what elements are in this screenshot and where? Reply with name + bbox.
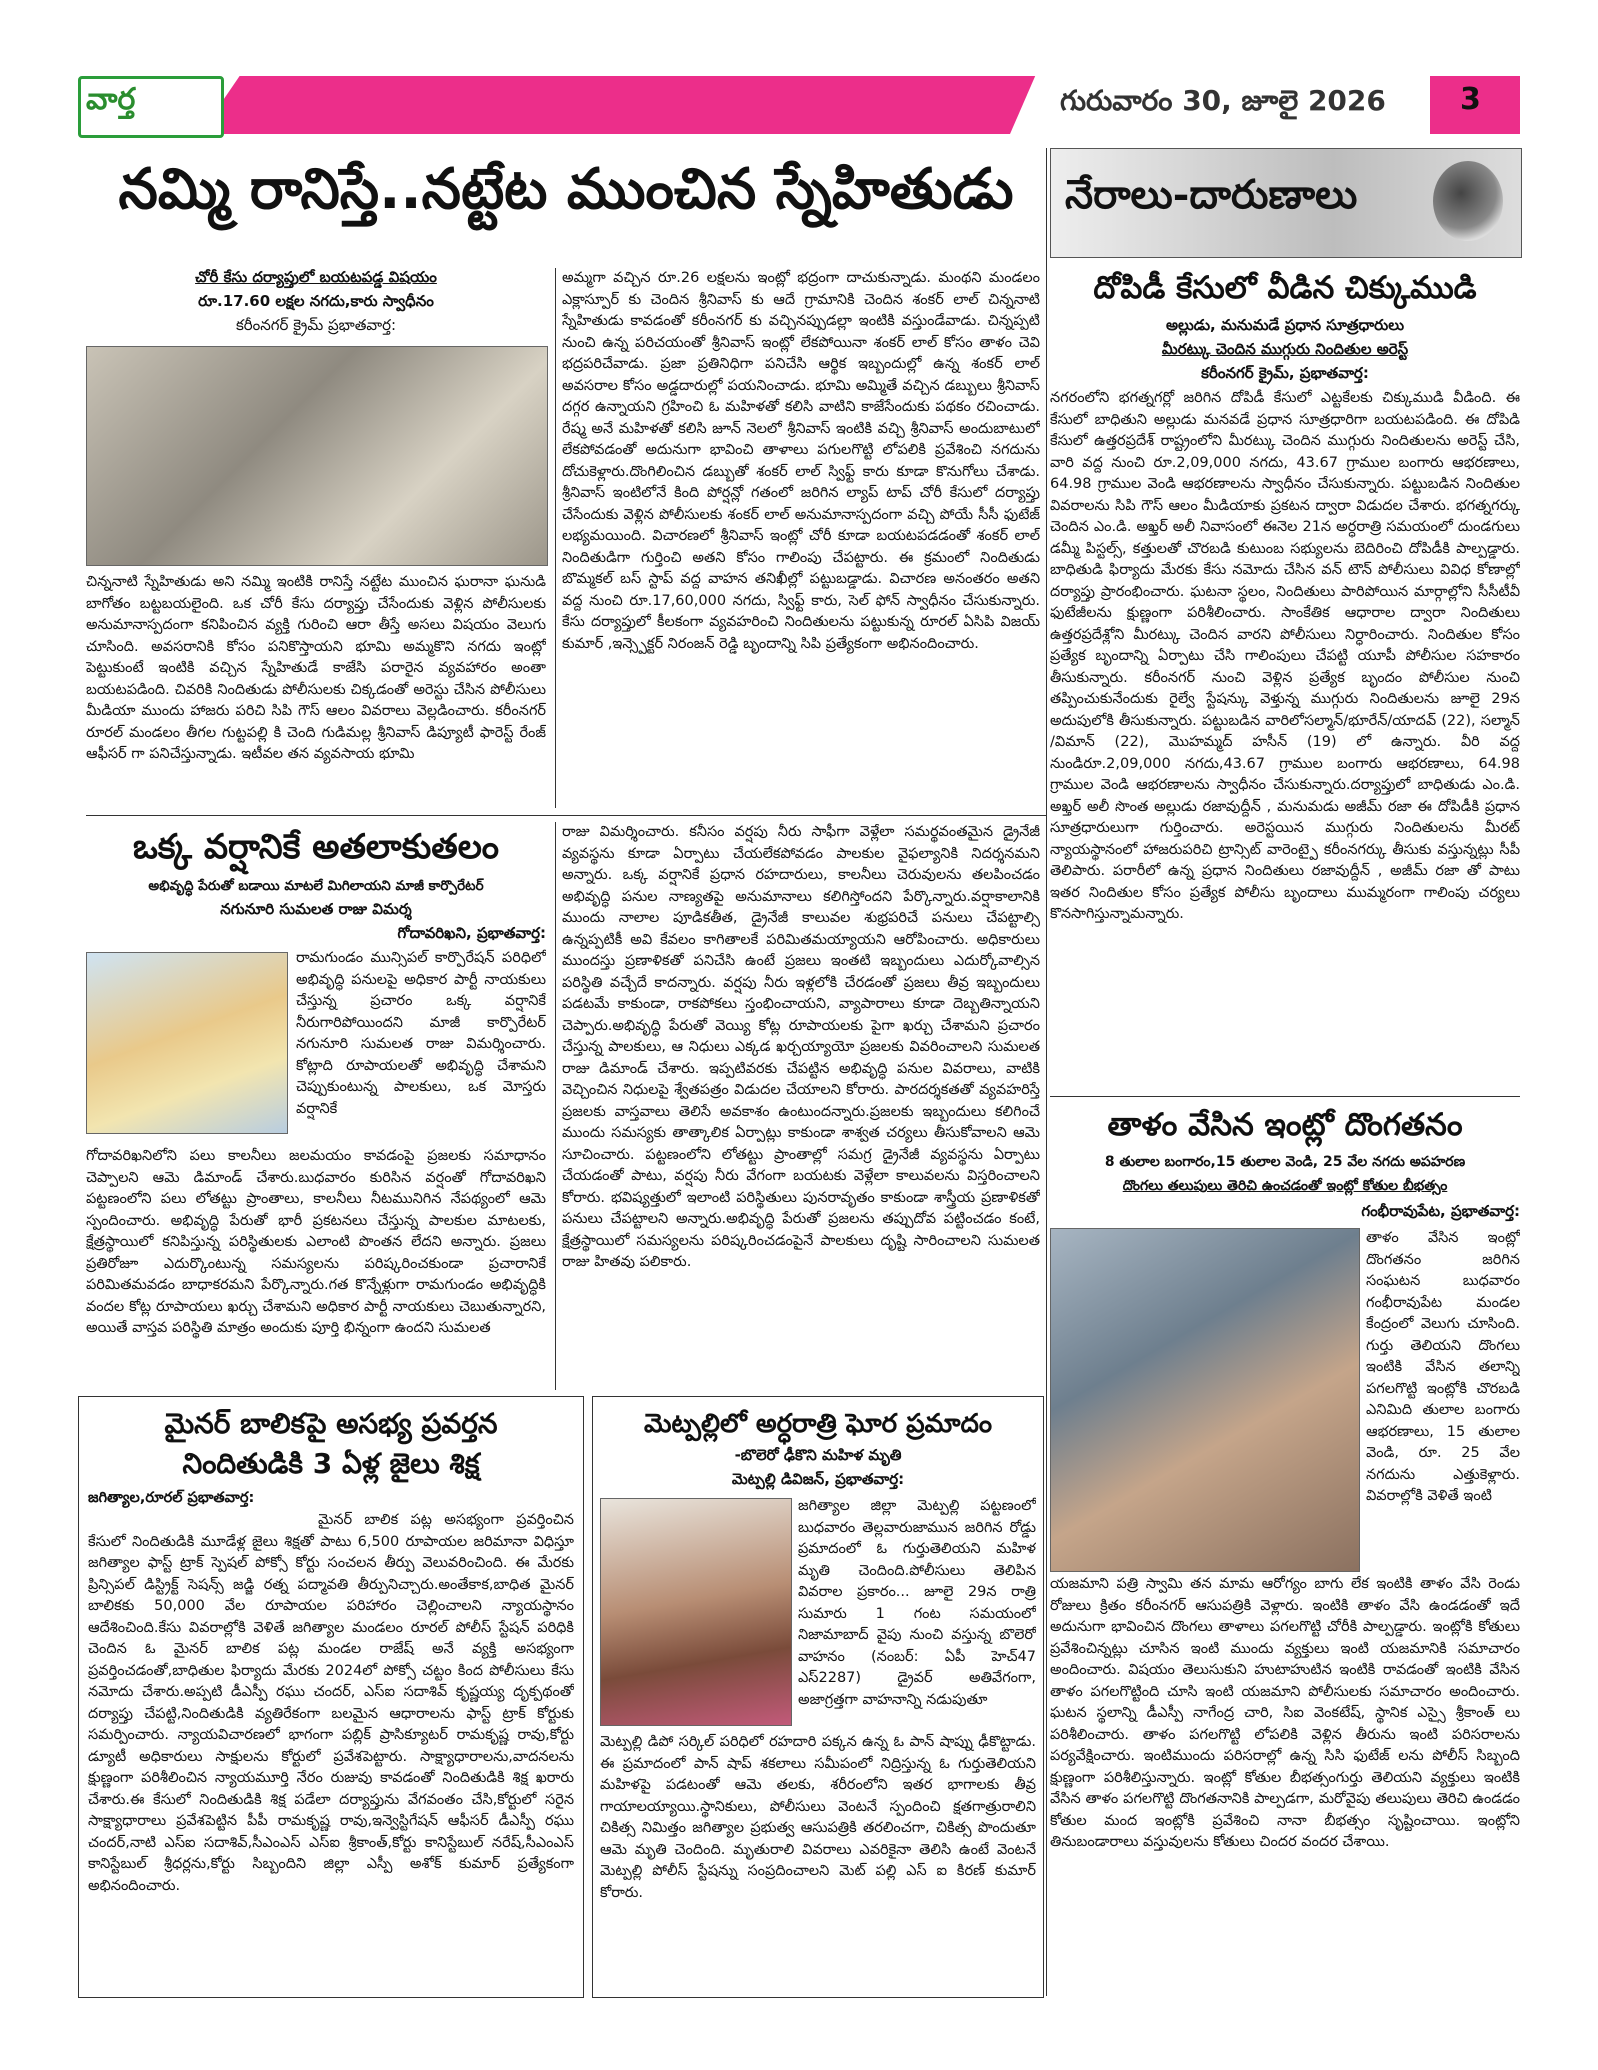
column-rule <box>1046 148 1047 1996</box>
theft-kicker-1: 8 తులాల బంగారం,15 తులాల వెండి, 25 వేల నగదు అపహరణ <box>1104 1154 1466 1170</box>
newspaper-logo: వార్త <box>86 82 136 117</box>
robbery-dateline: కరీంనగర్ క్రైమ్, ప్రభాతవార్త: <box>1201 364 1369 382</box>
accident-kicker: -బొలెరో ఢీకొని మహిళ మృతి <box>734 1446 902 1464</box>
crime-banner-title: నేరాలు-దారుణాలు <box>1065 171 1358 218</box>
minor-headline-1: మైనర్ బాలికపై అసభ్య ప్రవర్తన <box>164 1407 498 1440</box>
corporator-photo <box>86 952 288 1134</box>
minor-headline-2: నిందితుడికి 3 ఏళ్ల జైలు శిక్ష <box>182 1447 480 1480</box>
column-rule <box>555 268 556 808</box>
robbery-headline: దోపిడీ కేసులో వీడిన చిక్కుముడి <box>1093 270 1477 306</box>
corporator-dateline: గోదావరిఖని, ప్రభాతవార్త: <box>397 924 546 942</box>
accident-dateline: మెట్పల్లి డివిజన్, ప్రభాతవార్త: <box>731 1470 905 1488</box>
theft-kicker-2: దొంగలు తలుపులు తెరిచి ఉంచడంతో ఇంట్లో కోతుల బీభత్సం <box>1122 1178 1448 1194</box>
main-kicker-2: రూ.17.60 లక్షల నగదు,కారు స్వాధీనం <box>198 292 434 310</box>
crime-banner <box>1050 148 1522 258</box>
theft-headline: తాళం వేసిన ఇంట్లో దొంగతనం <box>1107 1107 1463 1143</box>
theft-dateline: గంభీరావుపేట, ప్రభాతవార్త: <box>1361 1202 1520 1220</box>
main-headline: నమ్మి రానిస్తే..నట్టేట ముంచిన స్నేహితుడు <box>118 157 1014 222</box>
theft-body: యజమాని పత్రి స్వామి తన మామ ఆరోగ్యం బాగు లేక ఇంటికి తాళం వేసి రెండు రోజులు క్రితం కరీంనగర్ ఆసుపత్రికి వెళ్లారు. ఇంటికి తాళం వేసి ఉండడంతో ఇదే అదునుగా భావించిన దొంగలు తాళాలు పగలగొట్టి చోరీకి పాల్పడ్డారు. ఇంట్లోకి కోతులు ప్రవేశించిన్నట్లు చూసిన ఇంటి ముందు వ్యక్తులు ఇంటి యజమానికి సమాచారం అందించారు. విషయం తెలుసుకుని హుటాహుటిన ఇంటికి రావడంతో ఇంటికి వేసిన తాళం పగలగొట్టింది చూసి ఇంటి యజమాని పోలీసులకు సమాచారం అందించారు. ఘటన స్థలాన్ని డీఎస్పీ నాగేంద్ర చారి, సిఐ వెంకటేష్, స్థానిక ఎస్సై శ్రీకాంత్ లు పరిశీలించారు. తాళం పగలగొట్టి లోపలికి వెళ్లిన తీరును ఇంటి పరిసరాలను పర్యవేక్షించారు. ఇంటిముందు పరిసరాల్లో ఉన్న సిసి ఫుటేజ్ లను పోలీస్ సిబ్బంది క్షుణ్ణంగా పరిశీలిస్తున్నారు. ఇంట్లో కోతుల బీభత్సంగుర్తు తెలియని వ్యక్తులు ఇంటికి వేసిన తాళం పగలగొట్టి దొంగతనానికి పాల్పడగా, మరోవైపు తలుపులు తెరిచి ఉండడం కోతుల మంద ఇంట్లోకి ప్రవేశించి నానా బీభత్సం సృష్టించాయి. ఇంట్లోని తినుబండారాలు వస్తువులను కోతులు చిందర వందర చేశాయి. <box>1050 1576 1520 1850</box>
section-rule <box>1050 1096 1520 1097</box>
accident-headline: మెట్పల్లిలో అర్ధరాత్రి ఘోర ప్రమాదం <box>643 1409 993 1439</box>
handcuffs-image <box>1433 161 1503 241</box>
main-story-col1: చిన్ననాటి స్నేహితుడు అని నమ్మి ఇంటికి రానిస్తే నట్టేట ముంచిన ఘరానా ఘనుడి బాగోతం బట్టబయలైంది. ఒక చోరీ కేసు దర్యాప్తు చేసేందుకు వెళ్లిన పోలీసులకు అనుమానాస్పదంగా కనిపించిన వ్యక్తి గురించి ఆరా తీస్తే అసలు విషయం వెలుగు చూసింది. అవసరానికి కోసం పనికొస్తాయని భూమి అమ్మకొని నగదు ఇంట్లో పెట్టుకుంటే ఇంటికి వచ్చిన స్నేహితుడే కాజేసి పరారైన వ్యవహారం అంతా బయటపడింది. చివరికి నిందితుడు పోలీసులకు చిక్కడంతో అరెస్టు చేసిన పోలీసులు మీడియా ముందు హాజరు పరిచి సిపి గౌస్ ఆలం వివరాలు వెల్లడించారు. కరీంనగర్ రూరల్ మండలం తీగల గుట్టపల్లి కి చెంది గుడిమల్ల శ్రీనివాస్ డిప్యూటీ ఫారెస్ట్ రేంజ్ ఆఫీసర్ గా పనిచేస్తున్నాడు. ఇటీవల తన వ్యవసాయ భూమి <box>86 574 546 762</box>
issue-date: గురువారం 30, జూలై 2026 <box>1060 84 1386 117</box>
police-press-photo <box>86 346 548 566</box>
minor-body: మైనర్ బాలిక పట్ల అసభ్యంగా ప్రవర్తించిన కేసులో నిందితుడికి మూడేళ్ల జైలు శిక్షతో పాటు 6,500 రూపాయల జరిమానా విధిస్తూ జగిత్యాల ఫాస్ట్ ట్రాక్ స్పెషల్ పోక్సో కోర్టు సంచలన తీర్పు వెలువరించింది. ఈ మేరకు ప్రిన్సిపల్ డిస్ట్రిక్ట్ సెషన్స్ జడ్జి రత్న పద్మావతి తీర్పునిచ్చారు.అంతేకాక,బాధిత మైనర్ బాలికకు 50,000 వేల రూపాయల పరిహారం చెల్లించాలని న్యాయస్థానం ఆదేశించింది.కేసు వివరాల్లోకి వెళితే జగిత్యాల మండలం రూరల్ పోలీస్ స్టేషన్ పరిధికి చెందిన ఓ మైనర్ బాలిక పట్ల మండల రాజేష్ అనే వ్యక్తి అసభ్యంగా ప్రవర్తించడంతో,బాధితుల ఫిర్యాదు మేరకు 2024లో పోక్సో చట్టం కింద పోలీసులు కేసు నమోదు చేశారు.అప్పటి డీఎస్పీ రఘు చందర్, ఎస్ఐ సదాశివ్ కృష్ణయ్య దృక్పథంతో దర్యాప్తు చేపట్టి,నిందితుడికి వ్యతిరేకంగా బలమైన ఆధారాలను ఫాస్ట్ ట్రాక్ కోర్టుకు సమర్పించారు. న్యాయవిచారణలో భాగంగా పబ్లిక్ ప్రాసిక్యూటర్ రామకృష్ణ రావు,కోర్టు డ్యూటీ అధికారులు సాక్షులను కోర్టులో ప్రవేశపెట్టారు. సాక్ష్యాధారాలను,వాదనలను క్షుణ్ణంగా పరిశీలించిన న్యాయమూర్తి నేరం రుజువు కావడంతో నిందితుడికి శిక్ష ఖరారు చేశారు.ఈ కేసులో నిందితుడికి శిక్ష పడేలా దర్యాప్తును వేగవంతం చేసి,కోర్టులో సరైన సాక్ష్యాధారాలు ప్రవేశపెట్టిన పీపీ రామకృష్ణ రావు,ఇన్వెస్టిగేషన్ ఆఫీసర్ డీఎస్పీ రఘు చందర్,నాటి ఎస్ఐ సదాశివ్,సీఎంఎస్ ఎస్ఐ శ్రీకాంత్,కోర్టు కానిస్టేబుల్ నరేష్,సీఎంఎస్ కానిస్టేబుల్ శ్రీధర్లను,కోర్టు సిబ్బందిని జిల్లా ఎస్పీ అశోక్ కుమార్ ప్రత్యేకంగా అభినందించారు. <box>88 1512 574 1894</box>
theft-side-text: తాళం వేసిన ఇంట్లో దొంగతనం జరిగిన సంఘటన బుధవారం గంభీరావుపేట మండల కేంద్రంలో వెలుగు చూసింది. గుర్తు తెలియని దొంగలు ఇంటికి వేసిన తలాన్ని పగలగొట్టి ఇంట్లోకి చొరబడి ఎనిమిది తులాల బంగారు ఆభరణాలు, 15 తులాల వెండి, రూ. 25 వేల నగదును ఎత్తుకెళ్లారు. వివరాల్లోకి వెళితే ఇంటి <box>1366 1230 1520 1504</box>
main-dateline: కరీంనగర్ క్రైమ్ ప్రభాతవార్త: <box>235 316 397 334</box>
minor-dateline: జగిత్యాల,రూరల్ ప్రభాతవార్త: <box>88 1490 255 1506</box>
accident-body: మెట్పల్లి డిపో సర్కిల్ పరిధిలో రహదారి పక్కన ఉన్న ఓ పాన్ షాప్ను ఢీకొట్టాడు. ఈ ప్రమాదంలో పాన్ షాప్ శకలాలు సమీపంలో నిద్రిస్తున్న ఓ గుర్తుతెలియని మహిళపై పడటంతో ఆమె తలకు, శరీరంలోని ఇతర భాగాలకు తీవ్ర గాయాలయ్యాయి.స్థానికులు, పోలీసులు వెంటనే స్పందించి క్షతగాత్రురాలిని చికిత్స నిమిత్తం జగిత్యాల ప్రభుత్వ ఆసుపత్రికి తరలించగా, చికిత్స పొందుతూ ఆమె మృతి చెందింది. మృతురాలి వివరాలు ఎవరికైనా తెలిసి ఉంటే వెంటనే మెట్పల్లి పోలీస్ స్టేషన్ను సంప్రదించాలని మెట్ పల్లి ఎస్ ఐ కిరణ్ కుమార్ కోరారు. <box>600 1734 1036 1901</box>
corporator-headline: ఒక్క వర్షానికే అతలాకుతలం <box>132 827 500 867</box>
corporator-col1-top: రామగుండం మున్సిపల్ కార్పొరేషన్ పరిధిలో అభివృద్ధి పనులపై అధికార పార్టీ నాయకులు చేస్తున్న ప్రచారం ఒక్క వర్షానికే నీరుగారిపోయిందని మాజీ కార్పొరేటర్ నగునూరి సుమలత రాజు విమర్శించారు. కోట్లాది రూపాయలతో అభివృద్ధి చేశామని చెప్పుకుంటున్న పాలకులు, ఒక మోస్తరు వర్షానికే <box>296 950 546 1117</box>
theft-scene-photo <box>1050 1228 1360 1572</box>
main-kicker-1: చోరీ కేసు దర్యాప్తులో బయటపడ్డ విషయం <box>195 268 437 286</box>
accident-side-text: జగిత్యాల జిల్లా మెట్పల్లి పట్టణంలో బుధవారం తెల్లవారుజామున జరిగిన రోడ్డు ప్రమాదంలో ఓ గుర్తుతెలియని మహిళ మృతి చెందింది.పోలీసులు తెలిపిన వివరాల ప్రకారం... జూలై 29న రాత్రి సుమారు 1 గంట సమయంలో నిజామాబాద్ వైపు నుంచి వస్తున్న బొలెరో వాహనం (నంబర్: ఏపీ హెచ్47 ఎస్2287) డ్రైవర్ అతివేగంగా, అజాగ్రత్తగా వాహనాన్ని నడుపుతూ <box>798 1498 1036 1708</box>
section-rule <box>86 815 1046 816</box>
corporator-kicker-2: నగునూరి సుమలత రాజు విమర్శ <box>220 900 412 918</box>
corporator-kicker-1: అభివృద్ధి పేరుతో బడాయి మాటలే మిగిలాయని మాజీ కార్పొరేటర్ <box>148 878 484 894</box>
robbery-kicker-2: మీరట్కు చెందిన ముగ్గురు నిందితుల అరెస్ట్ <box>1161 340 1409 358</box>
main-story-col2: అమ్మగా వచ్చిన రూ.26 లక్షలను ఇంట్లో భద్రంగా దాచుకున్నాడు. మంథని మండలం ఎక్లాస్పూర్ కు చెందిన శ్రీనివాస్ కు ఆదే గ్రామానికి చెందిన శంకర్ లాల్ చిన్ననాటి స్నేహితుడు కావడంతో కరీంనగర్ కు వచ్చినప్పుడల్లా ఇంటికి వస్తుండేవాడు. చిన్నప్పటి నుంచి ఉన్న పరిచయంతో శ్రీనివాస్ ఇంట్లో లేకపోయినా శంకర్ లాల్ కోసం తాళం చెవి భద్రపరిచేవాడు. ప్రజా ప్రతినిధిగా పనిచేసి ఆర్థిక ఇబ్బందుల్లో ఉన్న శంకర్ లాల్ అవసరాల కోసం అడ్డదారుల్లో పయనించాడు. భూమి అమ్మితే వచ్చిన డబ్బులు శ్రీనివాస్ దగ్గర ఉన్నాయని గ్రహించి ఓ మహిళతో కలిసి వాటిని కాజేసేందుకు పథకం రచించాడు. రేష్మ అనే మహిళతో కలిసి జూన్ నెలలో శ్రీనివాస్ ఇంటికి వచ్చి శ్రీనివాస్ అందుబాటులో లేకపోవడంతో అదునుగా భావించి తాళాలు పగులగొట్టి లోపలికి ప్రవేశించి నగదును దోచుకెళ్లారు.దొంగిలించిన డబ్బుతో శంకర్ లాల్ స్విఫ్ట్ కారు కూడా కొనుగోలు చేశాడు. శ్రీనివాస్ ఇంటిలోనే కింది పోర్షన్లో గతంలో జరిగిన ల్యాప్ టాప్ చోరీ కేసులో దర్యాప్తు చేసేందుకు వెళ్లిన పోలీసులకు శంకర్ లాల్ అనుమానాస్పదంగా వచ్చి పోయే సీసీ ఫుటేజ్ లభ్యమయింది. విచారణలో శ్రీనివాస్ ఇంట్లో చోరీ కూడా బయటపడడంతో శంకర్ లాల్ నిందితుడిగా గుర్తించి అతని కోసం గాలింపు చేపట్టారు. ఈ క్రమంలో నిందితుడు బొమ్మకల్ బస్ స్టాప్ వద్ద వాహన తనిఖీల్లో పట్టుబడ్డాడు. విచారణ అనంతరం అతని వద్ద నుంచి రూ.17,60,000 నగదు, స్విఫ్ట్ కారు, సెల్ ఫోన్ స్వాధీనం చేసుకున్నారు. కేసు దర్యాప్తులో కీలకంగా వ్యవహరించి నిందితులను పట్టుకున్న రూరల్ ఏసిపి విజయ్ కుమార్ ,ఇన్స్పెక్టర్ నిరంజన్ రెడ్డి బృందాన్ని సిపి ప్రత్యేకంగా అభినందించారు. <box>562 270 1040 652</box>
corporator-col2: రాజు విమర్శించారు. కనీసం వర్షపు నీరు సాఫీగా వెళ్లేలా సమర్థవంతమైన డ్రైనేజీ వ్యవస్థను కూడా ఏర్పాటు చేయలేకపోవడం పాలకుల వైఫల్యానికి నిదర్శనమని అన్నారు. ఒక్క వర్షానికే ప్రధాన రహదారులు, కాలనీలు చెరువులను తలపించడం అభివృద్ధి పనుల నాణ్యతపై అనుమానాలు కలిగిస్తోందని పేర్కొన్నారు.వర్షాకాలానికి ముందు నాలాల పూడికతీత, డ్రైనేజీ కాలువల శుభ్రపరిచే పనులు చేపట్టాల్సి ఉన్నప్పటికీ అవి కేవలం కాగితాలకే పరిమితమయ్యాయని ఆరోపించారు. అధికారులు ముందస్తు ప్రణాళికతో పనిచేసి ఉంటే ప్రజలు ఇంతటి ఇబ్బందులు ఎదుర్కోవాల్సిన పరిస్థితి వచ్చేదే కాదన్నారు. వర్షపు నీరు ఇళ్లలోకి చేరడంతో ప్రజలు తీవ్ర ఇబ్బందులు పడటమే కాకుండా, రాకపోకలు స్తంభించాయని, వ్యాపారాలు కూడా దెబ్బతిన్నాయని చెప్పారు.అభివృద్ధి పేరుతో వెయ్యి కోట్ల రూపాయలకు పైగా ఖర్చు చేశామని ప్రచారం చేస్తున్న పాలకులు, ఆ నిధులు ఎక్కడ ఖర్చయ్యాయో ప్రజలకు వివరించాలని సుమలత రాజు డిమాండ్ చేశారు. ఇప్పటివరకు చేపట్టిన అభివృద్ధి పనుల వివరాలు, వాటికి వెచ్చించిన నిధులపై శ్వేతపత్రం విడుదల చేయాలని కోరారు. పారదర్శకతతో వ్యవహరిస్తే ప్రజలకు వాస్తవాలు తెలిసే అవకాశం ఉంటుందన్నారు.ప్రజలకు ఇబ్బందులు కలిగించే ముందు సమస్యకు తాత్కాలిక ఏర్పాట్లు కాకుండా శాశ్వత చర్యలు తీసుకోవాలని ఆమె సూచించారు. పట్టణంలోని లోతట్టు ప్రాంతాల్లో సమగ్ర డ్రైనేజీ వ్యవస్థను ఏర్పాటు చేయడంతో పాటు, వర్షపు నీరు వేగంగా బయటకు వెళ్లేలా కాలువలను విస్తరించాలని కోరారు. భవిష్యత్తులో ఇలాంటి పరిస్థితులు పునరావృతం కాకుండా శాస్త్రీయ ప్రణాళికతో పనులు చేపట్టాలని అన్నారు.అభివృద్ధి పేరుతో ప్రజలను తప్పుదోవ పట్టించడం కంటే, క్షేత్రస్థాయిలో సమస్యలను పరిష్కరించడంపైనే పాలకులు దృష్టి సారించాలని సుమలత రాజు హితవు పలికారు. <box>562 824 1040 1270</box>
robbery-body: నగరంలోని భగత్నగర్లో జరిగిన దోపిడీ కేసులో ఎట్టకేలకు చిక్కుముడి వీడింది. ఈ కేసులో బాధితుని అల్లుడు మనవడే ప్రధాన సూత్రధారిగా బయటపడింది. ఈ దోపిడి కేసులో ఉత్తరప్రదేశ్ రాష్ట్రంలోని మీరట్కు చెందిన ముగ్గురు నిందితులను అరెస్ట్ చేసి, వారి వద్ద నుంచి రూ.2,09,000 నగదు, 43.67 గ్రాముల బంగారు ఆభరణాలు, 64.98 గ్రాముల వెండి ఆభరణాలను స్వాధీనం చేసుకున్నారు. పట్టుబడిన నిందితుల వివరాలను సిపి గౌస్ ఆలం మీడియాకు ప్రకటన ద్వారా విడుదల చేశారు. భగత్నగర్కు చెందిన ఎం.డి. అఖ్తర్ అలీ నివాసంలో ఈనెల 21న అర్ధరాత్రి సమయంలో దుండగులు డమ్మీ పిస్టల్స్, కత్తులతో చొరబడి కుటుంబ సభ్యులను బెదిరించి దోపిడీకి పాల్పడ్డారు. బాధితుడి ఫిర్యాదు మేరకు కేసు నమోదు చేసిన వన్ టౌన్ పోలీసులు వివిధ కోణాల్లో దర్యాప్తు ప్రారంభించారు. ఘటనా స్థలం, నిందితులు పారిపోయిన మార్గాల్లోని సీసీటీవీ ఫుటేజీలను క్షుణ్ణంగా పరిశీలించారు. సాంకేతిక ఆధారాల ద్వారా నిందితులు ఉత్తరప్రదేశ్లోని మీరట్కు చెందిన వారని పోలీసులు నిర్ధారించారు. నిందితుల కోసం ప్రత్యేక బృందాన్ని ఏర్పాటు చేసి గాలింపులు చేపట్టి యూపీ పోలీసుల సహకారం తీసుకున్నారు. కరీంనగర్ నుంచి వెళ్లిన ప్రత్యేక బృందం పోలీసుల నుంచి తప్పించుకునేందుకు రైల్వే స్టేషన్కు వెళ్తున్న ముగ్గురు నిందితులను జూలై 29న అదుపులోకి తీసుకున్నారు. పట్టుబడిన వారిలోసల్మాన్/భూరేన్/యాదవ్ (22), సల్మాన్ /విమాన్ (22), మొహమ్మద్ హసీన్ (19) లో ఉన్నారు. వీరి వద్ద నుండిరూ.2,09,000 నగదు,43.67 గ్రాముల బంగారు ఆభరణాలు, 64.98 గ్రాముల వెండి ఆభరణాలను స్వాధీనం చేసుకున్నారు.దర్యాప్తులో బాధితుడు ఎం.డి. అఖ్తర్ అలీ సొంత అల్లుడు రజావుద్దీన్ , మనుమడు అజీమ్ రజా ఈ దోపిడీకి ప్రధాన సూత్రధారులుగా గుర్తించారు. అరెస్టయిన ముగ్గురు నిందితులను మీరట్ న్యాయస్థానంలో హాజరుపరిచి ట్రాన్సిట్ వారెంట్పై కరీంనగర్కు తీసుకు వస్తున్నట్లు సీపీ తెలిపారు. పరారీలో ఉన్న ప్రధాన నిందితులు రజావుద్దీన్ , అజీమ్ రజా తో పాటు ఇతర నిందితుల కోసం ప్రత్యేక పోలీసు బృందాలు ముమ్మరంగా గాలింపు చర్యలు కొనసాగిస్తున్నామన్నారు. <box>1050 390 1520 922</box>
corporator-col1-bottom: గోదావరిఖనిలోని పలు కాలనీలు జలమయం కావడంపై ప్రజలకు సమాధానం చెప్పాలని ఆమె డిమాండ్ చేశారు.బుధవారం కురిసిన వర్షంతో గోదావరిఖని పట్టణంలోని పలు లోతట్టు ప్రాంతాలు, కాలనీలు నీటమునిగిన నేపథ్యంలో ఆమె స్పందించారు. అభివృద్ధి పేరుతో భారీ ప్రకటనలు చేస్తున్న పాలకుల మాటలకు, క్షేత్రస్థాయిలో కనిపిస్తున్న పరిస్థితులకు ఎలాంటి పొంతన లేదని అన్నారు. ప్రజలు ప్రతిరోజూ ఎదుర్కొంటున్న సమస్యలను పరిష్కరించకుండా ప్రచారానికే పరిమితమవడం బాధాకరమని పేర్కొన్నారు.గత కొన్నేళ్లుగా రామగుండం అభివృద్ధికి వందల కోట్ల రూపాయలు ఖర్చు చేశామని అధికార పార్టీ నాయకులు చెబుతున్నారని, అయితే వాస్తవ పరిస్థితి మాత్రం అందుకు పూర్తి భిన్నంగా ఉందని సుమలత <box>86 1148 546 1336</box>
column-rule <box>555 822 556 1390</box>
robbery-kicker-1: అల్లుడు, మనుమడే ప్రధాన సూత్రధారులు <box>1165 316 1405 334</box>
page-number: 3 <box>1460 82 1481 117</box>
victim-photo <box>600 1498 792 1726</box>
